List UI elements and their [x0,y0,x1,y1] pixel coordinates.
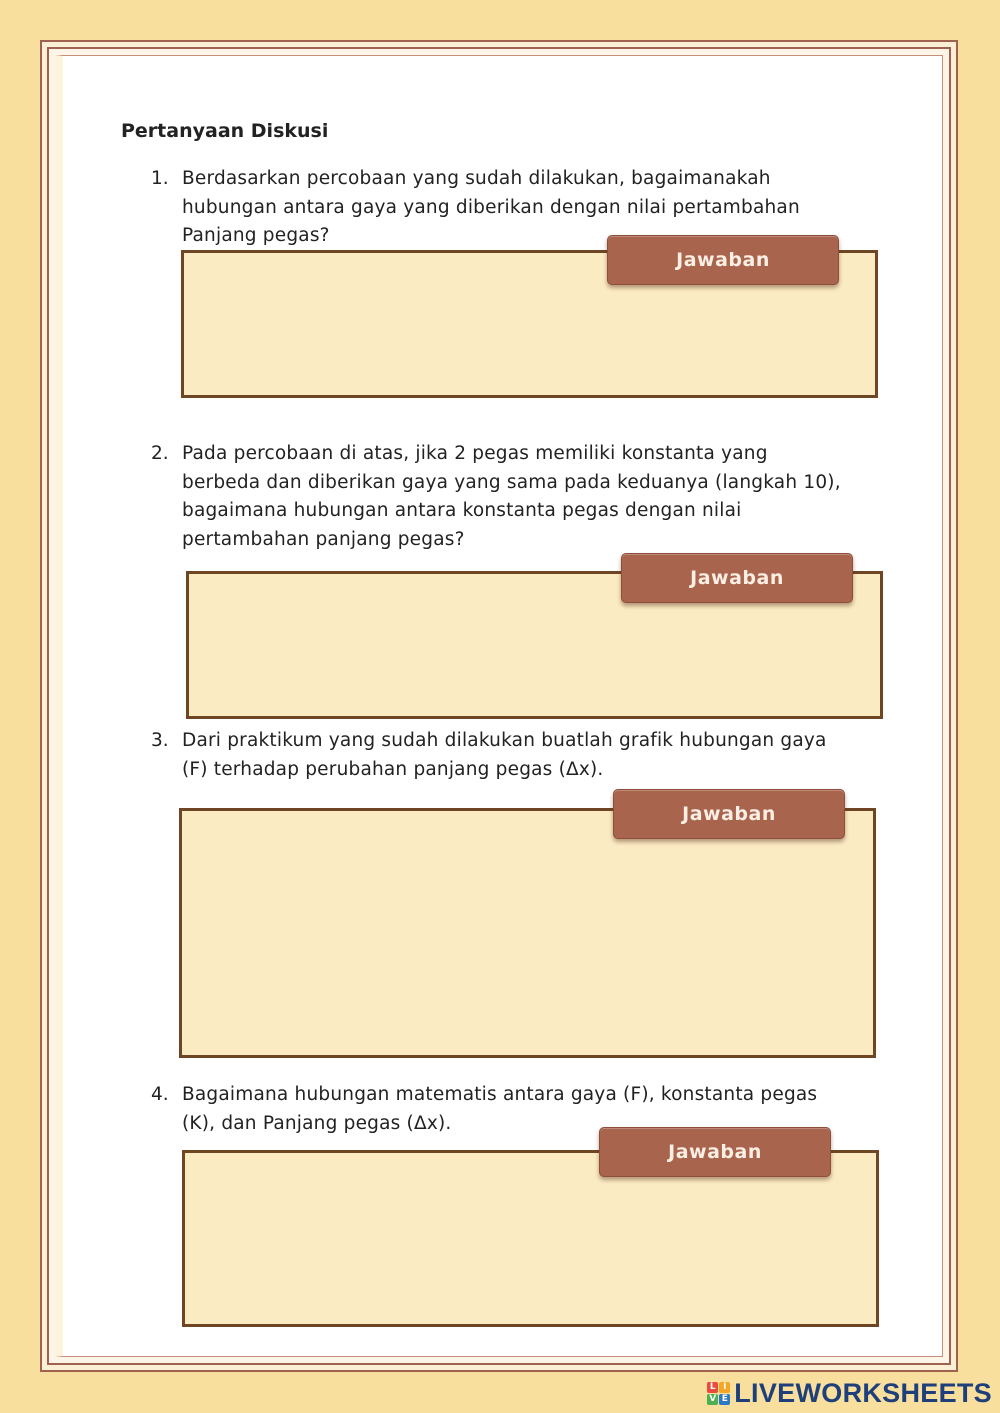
section-heading: Pertanyaan Diskusi [121,120,329,142]
question-4-line: Bagaimana hubungan matematis antara gaya (F), konstanta pegas [182,1084,818,1105]
question-3-number: 3. [151,730,169,751]
logo-letter: I [719,1382,730,1393]
question-2-text [182,440,877,554]
answer-2-label: Jawaban [621,553,853,603]
question-3-line: (F) terhadap perubahan panjang pegas (Δx). [182,758,604,780]
liveworksheets-mark-icon [707,1382,730,1405]
question-1-line: Berdasarkan percobaan yang sudah dilakukan, bagaimanakah [182,168,771,189]
answer-3-label: Jawaban [613,789,845,839]
question-2-line: berbeda dan diberikan gaya yang sama pada keduanya (langkah 10), [182,471,841,493]
question-2-line: bagaimana hubungan antara konstanta pegas dengan nilai [182,500,742,521]
question-1-line: Panjang pegas? [182,225,330,246]
answer-1-label: Jawaban [607,235,839,285]
question-1-number: 1. [151,168,169,189]
question-4-number: 4. [151,1084,169,1105]
liveworksheets-wordmark: LIVEWORKSHEETS [734,1377,992,1408]
logo-letter: V [707,1394,718,1405]
question-1-line: hubungan antara gaya yang diberikan dengan nilai pertambahan [182,196,800,218]
answer-3-field[interactable] [179,808,876,1058]
question-4-line: (K), dan Panjang pegas (Δx). [182,1112,452,1134]
logo-letter: E [719,1394,730,1405]
question-2-line: pertambahan panjang pegas? [182,528,465,550]
question-3-text [182,727,877,784]
answer-4-label: Jawaban [599,1127,831,1177]
logo-letter: L [707,1382,718,1393]
liveworksheets-logo [707,1378,992,1408]
question-2-line: Pada percobaan di atas, jika 2 pegas memiliki konstanta yang [182,443,768,464]
question-3-line: Dari praktikum yang sudah dilakukan buatlah grafik hubungan gaya [182,730,827,751]
question-2-number: 2. [151,443,169,464]
